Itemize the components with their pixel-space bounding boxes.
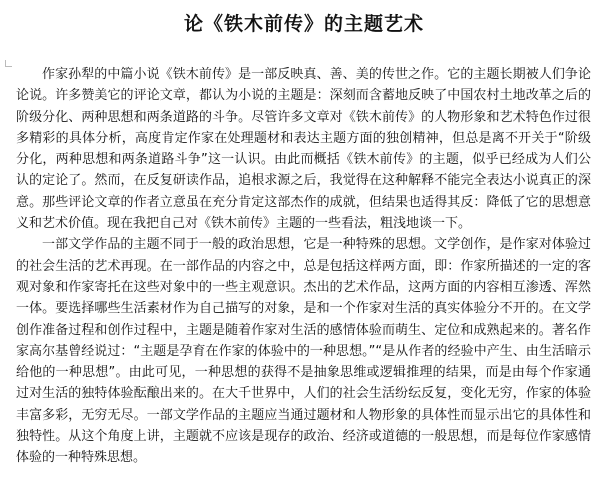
document-body[interactable] — [16, 64, 591, 469]
document-title: 论《铁木前传》的主题艺术 — [183, 13, 424, 35]
paragraph-theme: 一部文学作品的主题不同于一般的政治思想，它是一种特殊的思想。文学创作，是作家对体验过的社会生活的艺术再现。在一部作品的内容之中，总是包括这样两方面，即：作家所描述的一定的客观对象和作家寄托在这些对象中的一些主观意识。杰出的艺术作品，这两方面的内容相互渗透、浑然一体。要选择哪些生活素材作为自己描写的对象，是和一个作家对生活的真实体验分不开的。在文学创作准备过程和创作过程中，主题是随着作家对生活的感情体验而萌生、定位和成熟起来的。著名作家高尔基曾经说过：“主题是孕育在作家的体验中的一种思想。”“是从作者的经验中产生、由生活暗示给他的一种思想”。由此可见，一种思想的获得不是抽象思维或逻辑推理的结果，而是由每个作家通过对生活的独特体验酝酿出来的。在大千世界中，人们的社会生活纷纭反复，变化无穷，作家的体验丰富多彩，无穷无尽。一部文学作品的主题应当通过题材和人物形象的具体性而显示出它的具体性和独特性。从这个角度上讲，主题就不应该是现存的政治、经济或道德的一般思想，而是每位作家感情体验的一种特殊思想。 — [16, 237, 591, 466]
paragraph-intro: 作家孙犁的中篇小说《铁木前传》是一部反映真、善、美的传世之作。它的主题长期被人们争论论说。许多赞美它的评论文章，都认为小说的主题是：深刻而含蓄地反映了中国农村土地改革之后的阶级分化、两种思想和两条道路的斗争。尽管许多文章对《铁木前传》的人物形象和艺术特色作过很多精彩的具体分析，高度肯定作家在处理题材和表达主题方面的独创精神，但总是离不开关于“阶级分化，两种思想和两条道路斗争”这一认识。由此而概括《铁木前传》的主题，似乎已经成为人们公认的定论了。然而，在反复研读作品，追根求源之后，我觉得在这种解释不能完全表达小说真正的深意。那些评论文章的作者立意虽在充分肯定这部杰作的成就，但结果也适得其反：降低了它的思想意义和艺术价值。现在我把自己对《铁木前传》主题的一些看法，粗浅地谈一下。 — [16, 67, 591, 232]
margin-mark — [5, 60, 12, 67]
